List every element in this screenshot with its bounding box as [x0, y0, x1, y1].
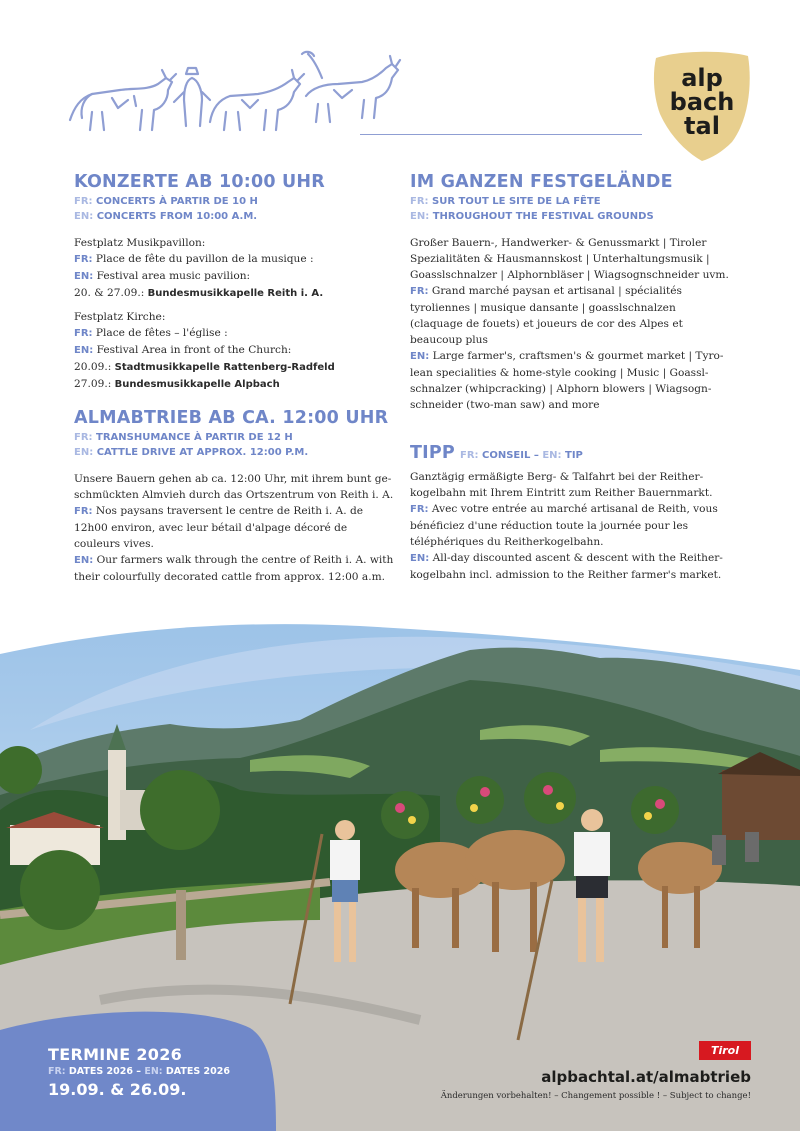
festgelaende-en-subtitle: EN: THROUGHOUT THE FESTIVAL GROUNDS	[410, 211, 654, 222]
disclaimer-note: Änderungen vorbehalten! – Changement possible ! – Subject to change!	[440, 1091, 751, 1101]
termine-box	[48, 1045, 230, 1099]
almabtrieb-en-2: their colourfully decorated cattle from approx. 12:00 a.m.	[74, 571, 386, 583]
tipp-heading: TIPP FR: CONSEIL – EN: TIP	[410, 443, 583, 463]
logo-line-1: alp	[681, 64, 723, 92]
kirche-band-2: 27.09.: Bundesmusikkapelle Alpbach	[74, 378, 280, 390]
festgelaende-fr-2: tyroliennes | musique dansante | goasslschnalzen	[410, 302, 676, 314]
festgelaende-fr-1: FR: Grand marché paysan et artisanal | spécialités	[410, 285, 682, 297]
festgelaende-en-2: lean specialities & home-style cooking | Music | Goassl-	[410, 367, 709, 379]
festgelaende-fr-subtitle: FR: SUR TOUT LE SITE DE LA FÊTE	[410, 196, 601, 207]
festgelaende-de-3: Goasslschnalzer | Alphornbläser | Wiagsognschneider uvm.	[410, 269, 729, 281]
almabtrieb-en-subtitle: EN: CATTLE DRIVE AT APPROX. 12:00 P.M.	[74, 447, 309, 458]
tipp-fr-1: FR: Avec votre entrée au marché artisanal de Reith, vous	[410, 503, 718, 515]
festgelaende-en-4: schneider (two-man saw) and more	[410, 399, 600, 411]
tipp-de-2: kogelbahn mit Ihrem Eintritt zum Reither Bauernmarkt.	[410, 487, 713, 499]
konzerte-en-subtitle: EN: CONCERTS FROM 10:00 A.M.	[74, 211, 258, 222]
left-column	[74, 172, 404, 585]
festgelaende-en-3: schnalzer (whipcracking) | Alphorn blowers | Wiagsogn-	[410, 383, 712, 395]
almabtrieb-fr-subtitle: FR: TRANSHUMANCE À PARTIR DE 12 H	[74, 432, 293, 443]
right-column	[410, 172, 740, 583]
festgelaende-fr-4: beaucoup plus	[410, 334, 488, 346]
termine-subtitle: FR: DATES 2026 – EN: DATES 2026	[48, 1066, 230, 1077]
festgelaende-de-1: Großer Bauern-, Handwerker- & Genussmarkt | Tiroler	[410, 237, 707, 249]
pavillon-fr: FR: Place de fête du pavillon de la musique :	[74, 253, 314, 265]
kirche-band-1: 20.09.: Stadtmusikkapelle Rattenberg-Radfeld	[74, 361, 335, 373]
konzerte-title: KONZERTE AB 10:00 UHR	[74, 172, 325, 192]
tipp-de-1: Ganztägig ermäßigte Berg- & Talfahrt bei der Reither-	[410, 471, 704, 483]
almabtrieb-en-1: EN: Our farmers walk through the centre of Reith i. A. with	[74, 554, 394, 566]
kirche-en: EN: Festival Area in front of the Church:	[74, 344, 292, 356]
festgelaende-fr-3: (claquage de fouets) et joueurs de cor des Alpes et	[410, 318, 683, 330]
termine-title: TERMINE 2026	[48, 1045, 183, 1064]
tirol-logo: Tirol	[699, 1041, 751, 1060]
website-link[interactable]: alpbachtal.at/almabtrieb	[541, 1068, 751, 1086]
konzerte-fr-subtitle: FR: CONCERTS À PARTIR DE 10 H	[74, 196, 258, 207]
festgelaende-en-1: EN: Large farmer's, craftsmen's & gourmet market | Tyro-	[410, 350, 724, 362]
almabtrieb-de-1: Unsere Bauern gehen ab ca. 12:00 Uhr, mit ihrem bunt ge-	[74, 473, 392, 485]
festgelaende-title: IM GANZEN FESTGELÄNDE	[410, 172, 673, 192]
festgelaende-section	[410, 172, 740, 413]
almabtrieb-section	[74, 408, 404, 585]
kirche-de: Festplatz Kirche:	[74, 311, 166, 323]
festgelaende-de-2: Spezialitäten & Hausmannskost | Unterhaltungsmusik |	[410, 253, 710, 265]
tipp-fr-2: bénéficiez d'une réduction toute la journée pour les	[410, 520, 689, 532]
termine-dates: 19.09. & 26.09.	[48, 1080, 187, 1099]
logo-text	[650, 66, 754, 138]
almabtrieb-title: ALMABTRIEB AB CA. 12:00 UHR	[74, 408, 389, 428]
header-rule	[360, 134, 642, 135]
almabtrieb-fr-1: FR: Nos paysans traversent le centre de Reith i. A. de	[74, 505, 363, 517]
logo-line-3: tal	[684, 112, 720, 140]
konzerte-section	[74, 172, 404, 393]
logo-line-2: bach	[669, 88, 735, 116]
pavillon-de: Festplatz Musikpavillon:	[74, 237, 206, 249]
pavillon-en: EN: Festival area music pavilion:	[74, 270, 251, 282]
cows-illustration	[62, 38, 402, 138]
tipp-en-1: EN: All-day discounted ascent & descent with the Reither-	[410, 552, 723, 564]
tipp-fr-3: téléphériques du Reitherkogelbahn.	[410, 536, 604, 548]
almabtrieb-fr-2: 12h00 environ, avec leur bétail d'alpage décoré de	[74, 522, 348, 534]
almabtrieb-de-2: schmückten Almvieh durch das Ortszentrum von Reith i. A.	[74, 489, 394, 501]
almabtrieb-fr-3: couleurs vives.	[74, 538, 154, 550]
tipp-section	[410, 443, 740, 583]
tipp-en-2: kogelbahn incl. admission to the Reither farmer's market.	[410, 569, 722, 581]
pavillon-band: 20. & 27.09.: Bundesmusikkapelle Reith i. A.	[74, 287, 324, 299]
tipp-title: TIPP	[410, 443, 455, 463]
kirche-fr: FR: Place de fêtes – l'église :	[74, 327, 228, 339]
